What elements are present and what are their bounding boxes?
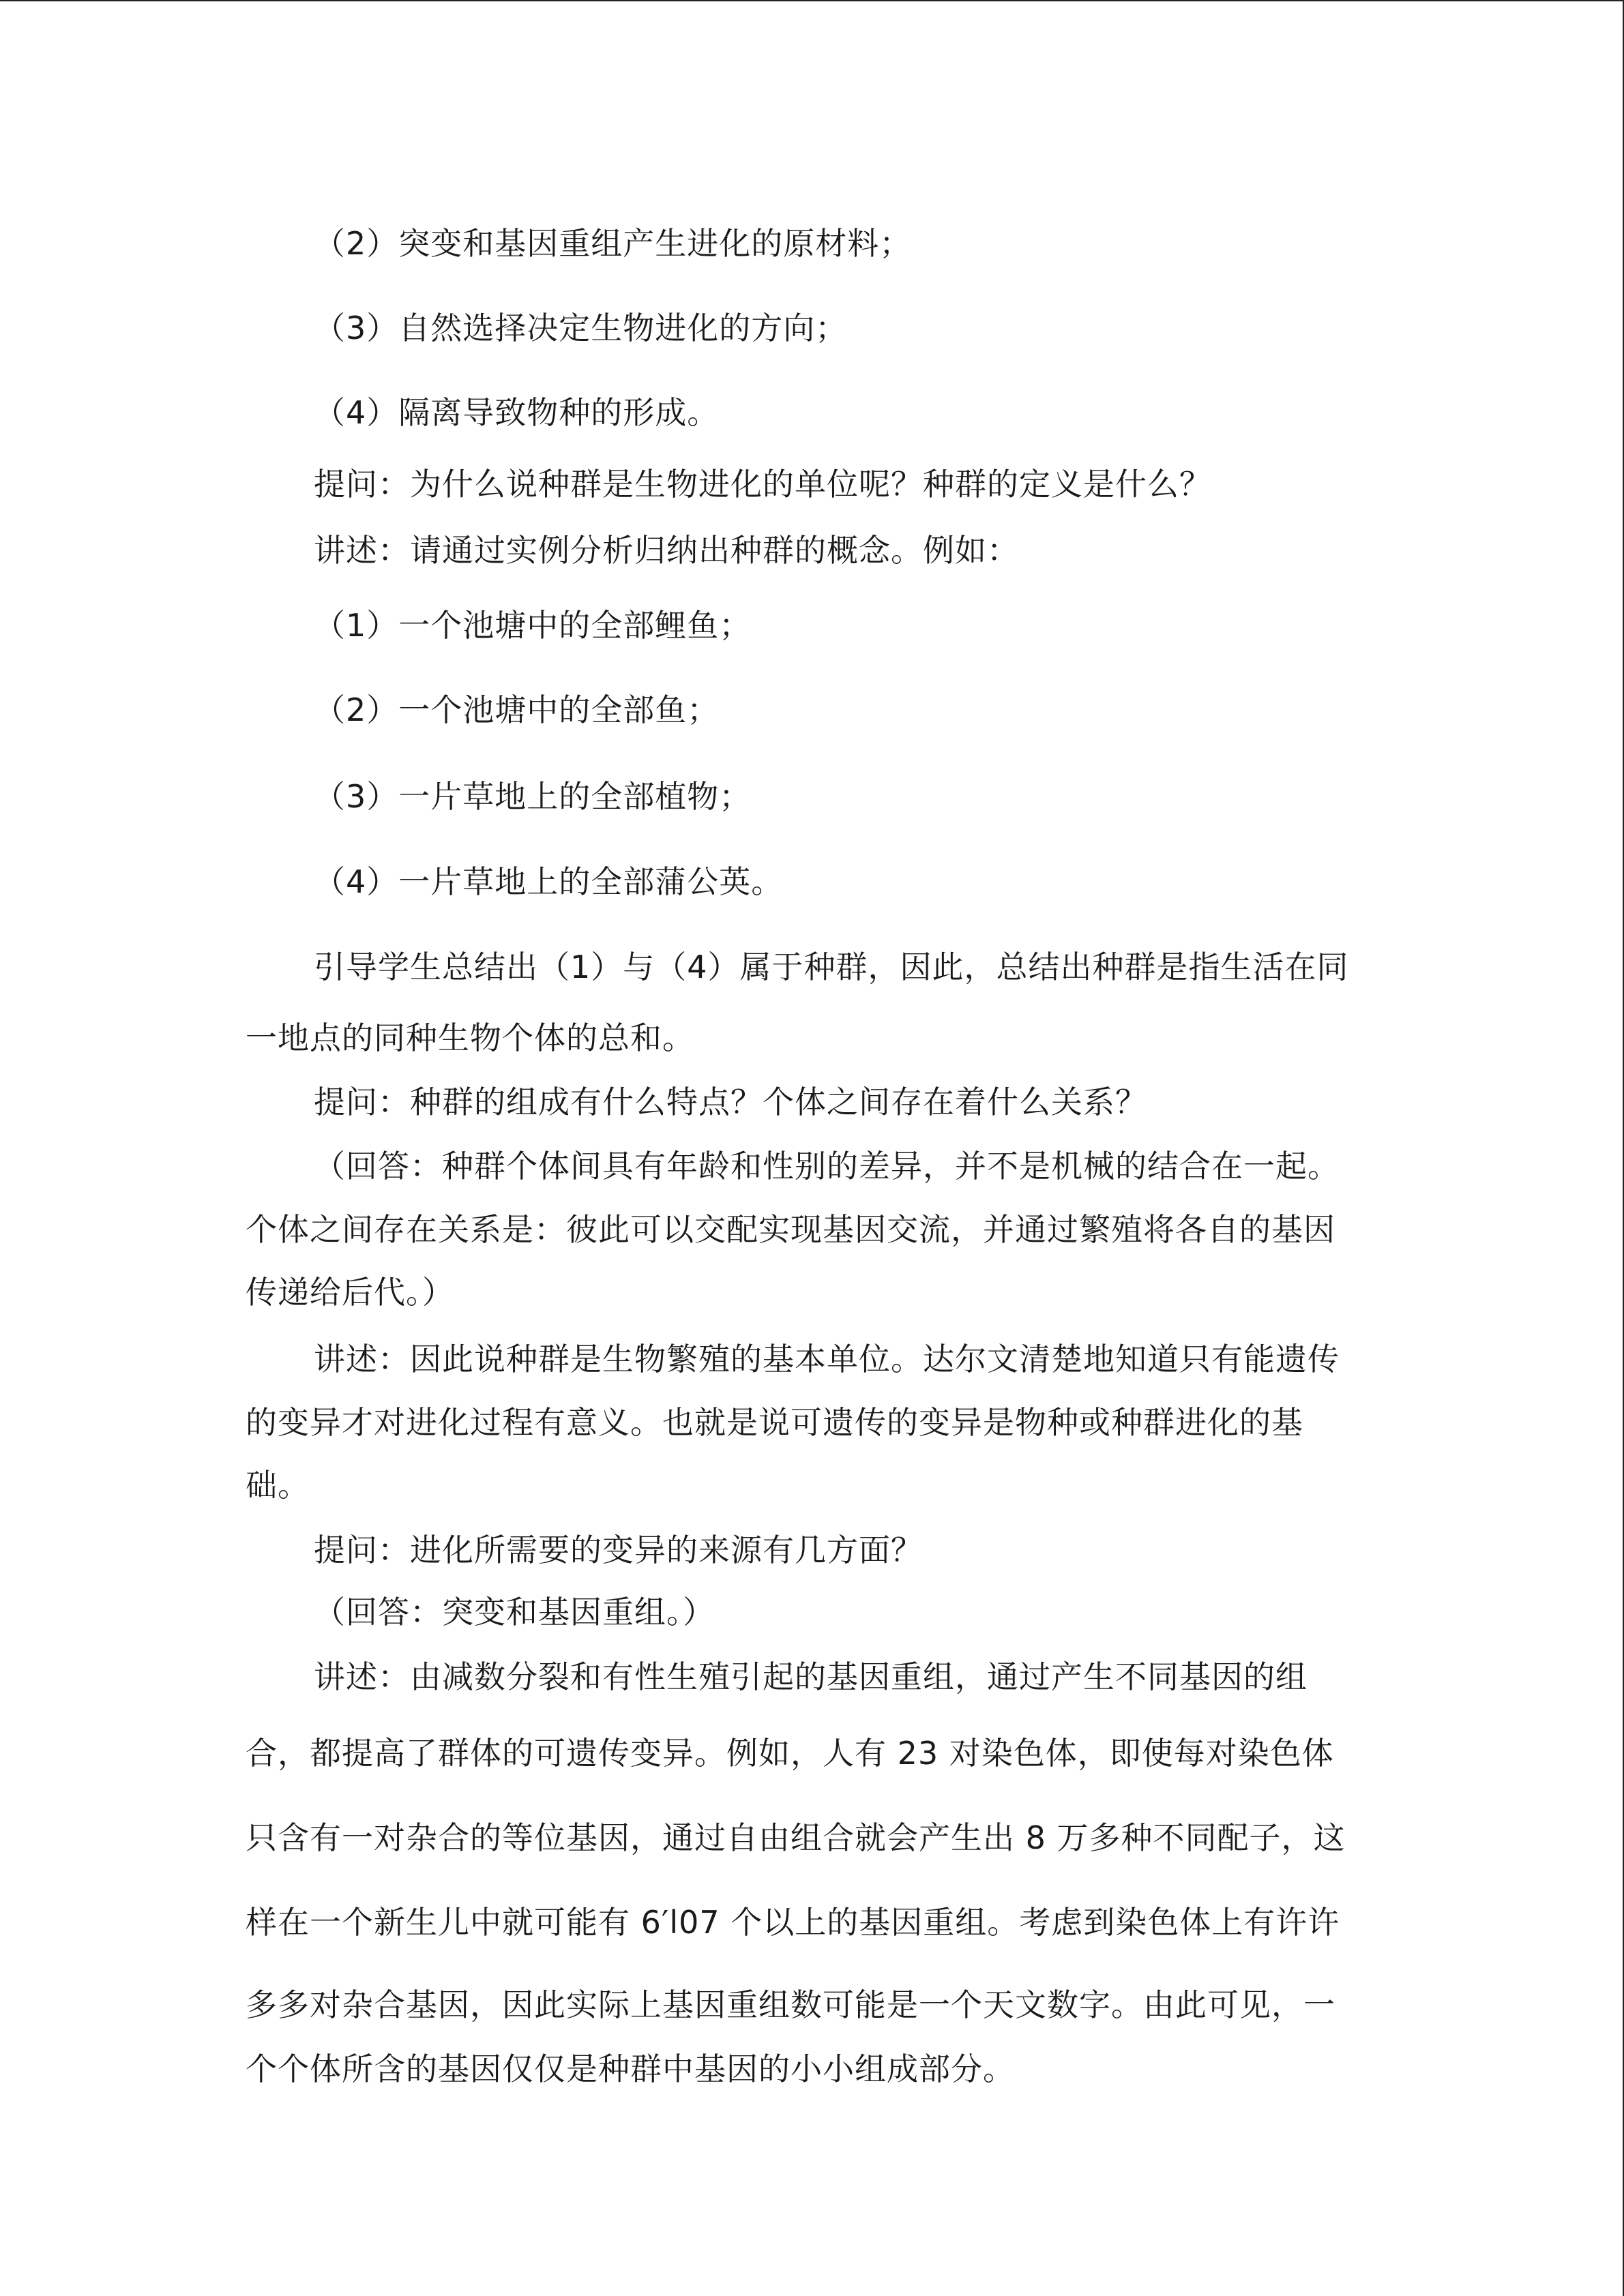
- text-line: （回答：种群个体间具有年龄和性别的差异，并不是机械的结合在一起。: [314, 1148, 1340, 1184]
- text-line: 多多对杂合基因，因此实际上基因重组数可能是一个天文数字。由此可见，一: [246, 1986, 1335, 2023]
- text-line: 一地点的同种生物个体的总和。: [246, 1019, 694, 1056]
- text-line: （4）隔离导致物种的形成。: [314, 394, 720, 431]
- text-line: 个体之间存在关系是：彼此可以交配实现基因交流，并通过繁殖将各自的基因: [246, 1211, 1335, 1248]
- text-line: 提问：为什么说种群是生物进化的单位呢？种群的定义是什么？: [314, 466, 1211, 503]
- text-line: 只含有一对杂合的等位基因，通过自由组合就会产生出 8 万多种不同配子，这: [246, 1819, 1346, 1856]
- text-line: （回答：突变和基因重组。）: [314, 1594, 715, 1630]
- text-line: （3）一片草地上的全部植物；: [314, 778, 752, 815]
- text-line: 传递给后代。）: [246, 1274, 454, 1311]
- text-line: 讲述：由减数分裂和有性生殖引起的基因重组，通过产生不同基因的组: [314, 1658, 1308, 1695]
- text-line: （2）突变和基因重组产生进化的原材料；: [314, 225, 912, 262]
- text-line: 合，都提高了群体的可遗传变异。例如，人有 23 对染色体，即使每对染色体: [246, 1735, 1334, 1772]
- text-line: 讲述：请通过实例分析归纳出种群的概念。例如：: [314, 532, 1019, 569]
- text-line: 础。: [246, 1467, 310, 1504]
- text-line: 提问：种群的组成有什么特点？个体之间存在着什么关系？: [314, 1084, 1147, 1120]
- text-line: 引导学生总结出（1）与（4）属于种群，因此，总结出种群是指生活在同: [314, 949, 1349, 985]
- text-line: 讲述：因此说种群是生物繁殖的基本单位。达尔文清楚地知道只有能遗传: [314, 1341, 1340, 1377]
- text-line: （3）自然选择决定生物进化的方向；: [314, 310, 848, 346]
- text-line: 样在一个新生儿中就可能有 6′l07 个以上的基因重组。考虑到染色体上有许许: [246, 1904, 1340, 1941]
- text-line: （1）一个池塘中的全部鲤鱼；: [314, 607, 752, 644]
- text-line: （4）一片草地上的全部蒲公英。: [314, 863, 784, 900]
- text-line: 提问：进化所需要的变异的来源有几方面？: [314, 1532, 923, 1568]
- text-line: 个个体所含的基因仅仅是种群中基因的小小组成部分。: [246, 2051, 1015, 2087]
- text-line: （2）一个池塘中的全部鱼；: [314, 691, 720, 728]
- text-line: 的变异才对进化过程有意义。也就是说可遗传的变异是物种或种群进化的基: [246, 1404, 1303, 1441]
